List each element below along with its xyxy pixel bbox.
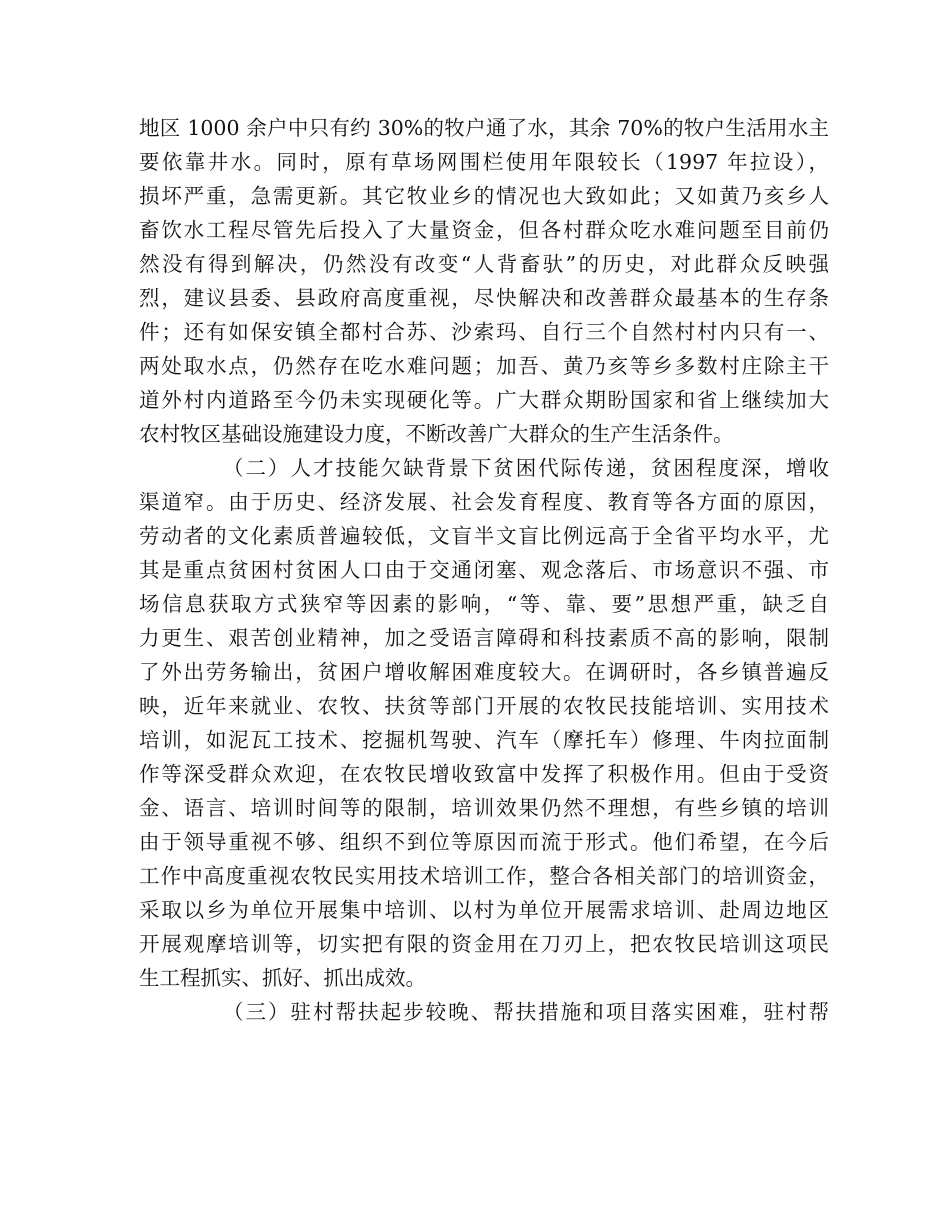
section-heading-line: （二）人才技能欠缺背景下贫困代际传递，贫困程度深，增收 (223, 456, 829, 480)
text-line: 开展观摩培训等，切实把有限的资金用在刀刃上，把农牧民培训这项民 (139, 932, 829, 956)
text-line: 作等深受群众欢迎，在农牧民增收致富中发挥了积极作用。但由于受资 (139, 762, 829, 786)
text-line: 件；还有如保安镇全都村合苏、沙索玛、自行三个自然村村内只有一、 (139, 320, 829, 344)
text-line: 其是重点贫困村贫困人口由于交通闭塞、观念落后、市场意识不强、市 (139, 558, 829, 582)
text-line: 道外村内道路至今仍未实现硬化等。广大群众期盼国家和省上继续加大 (139, 388, 829, 412)
text-line: 劳动者的文化素质普遍较低，文盲半文盲比例远高于全省平均水平，尤 (139, 524, 829, 548)
text-line: 渠道窄。由于历史、经济发展、社会发育程度、教育等各方面的原因， (139, 490, 829, 514)
text-line: 农村牧区基础设施建设力度，不断改善广大群众的生产生活条件。 (139, 422, 734, 446)
text-line: 工作中高度重视农牧民实用技术培训工作，整合各相关部门的培训资金， (139, 864, 829, 888)
text-line: 场信息获取方式狭窄等因素的影响，“等、靠、要”思想严重，缺乏自 (139, 592, 829, 616)
body-text (139, 111, 829, 1029)
text-line: 培训，如泥瓦工技术、挖掘机驾驶、汽车（摩托车）修理、牛肉拉面制 (139, 728, 829, 752)
text-line: 损坏严重，急需更新。其它牧业乡的情况也大致如此；又如黄乃亥乡人 (139, 184, 829, 208)
text-line: 畜饮水工程尽管先后投入了大量资金，但各村群众吃水难问题至目前仍 (139, 218, 829, 242)
text-line: 生工程抓实、抓好、抓出成效。 (139, 966, 426, 990)
text-line: 两处取水点，仍然存在吃水难问题；加吾、黄乃亥等乡多数村庄除主干 (139, 354, 829, 378)
text-line: 地区 1000 余户中只有约 30%的牧户通了水，其余 70%的牧户生活用水主 (139, 116, 829, 140)
text-line: 烈，建议县委、县政府高度重视，尽快解决和改善群众最基本的生存条 (139, 286, 829, 310)
text-line: 了外出劳务输出，贫困户增收解困难度较大。在调研时，各乡镇普遍反 (139, 660, 829, 684)
text-line: 采取以乡为单位开展集中培训、以村为单位开展需求培训、赴周边地区 (139, 898, 829, 922)
text-line: 金、语言、培训时间等的限制，培训效果仍然不理想，有些乡镇的培训 (139, 796, 829, 820)
text-line: 要依靠井水。同时，原有草场网围栏使用年限较长（1997 年拉设）， (139, 150, 829, 174)
text-line: 然没有得到解决，仍然没有改变“人背畜驮”的历史，对此群众反映强 (139, 252, 829, 276)
text-line: 力更生、艰苦创业精神，加之受语言障碍和科技素质不高的影响，限制 (139, 626, 829, 650)
section-heading-line: （三）驻村帮扶起步较晚、帮扶措施和项目落实困难，驻村帮 (223, 1000, 829, 1024)
text-line: 映，近年来就业、农牧、扶贫等部门开展的农牧民技能培训、实用技术 (139, 694, 829, 718)
text-line: 由于领导重视不够、组织不到位等原因而流于形式。他们希望，在今后 (139, 830, 829, 854)
